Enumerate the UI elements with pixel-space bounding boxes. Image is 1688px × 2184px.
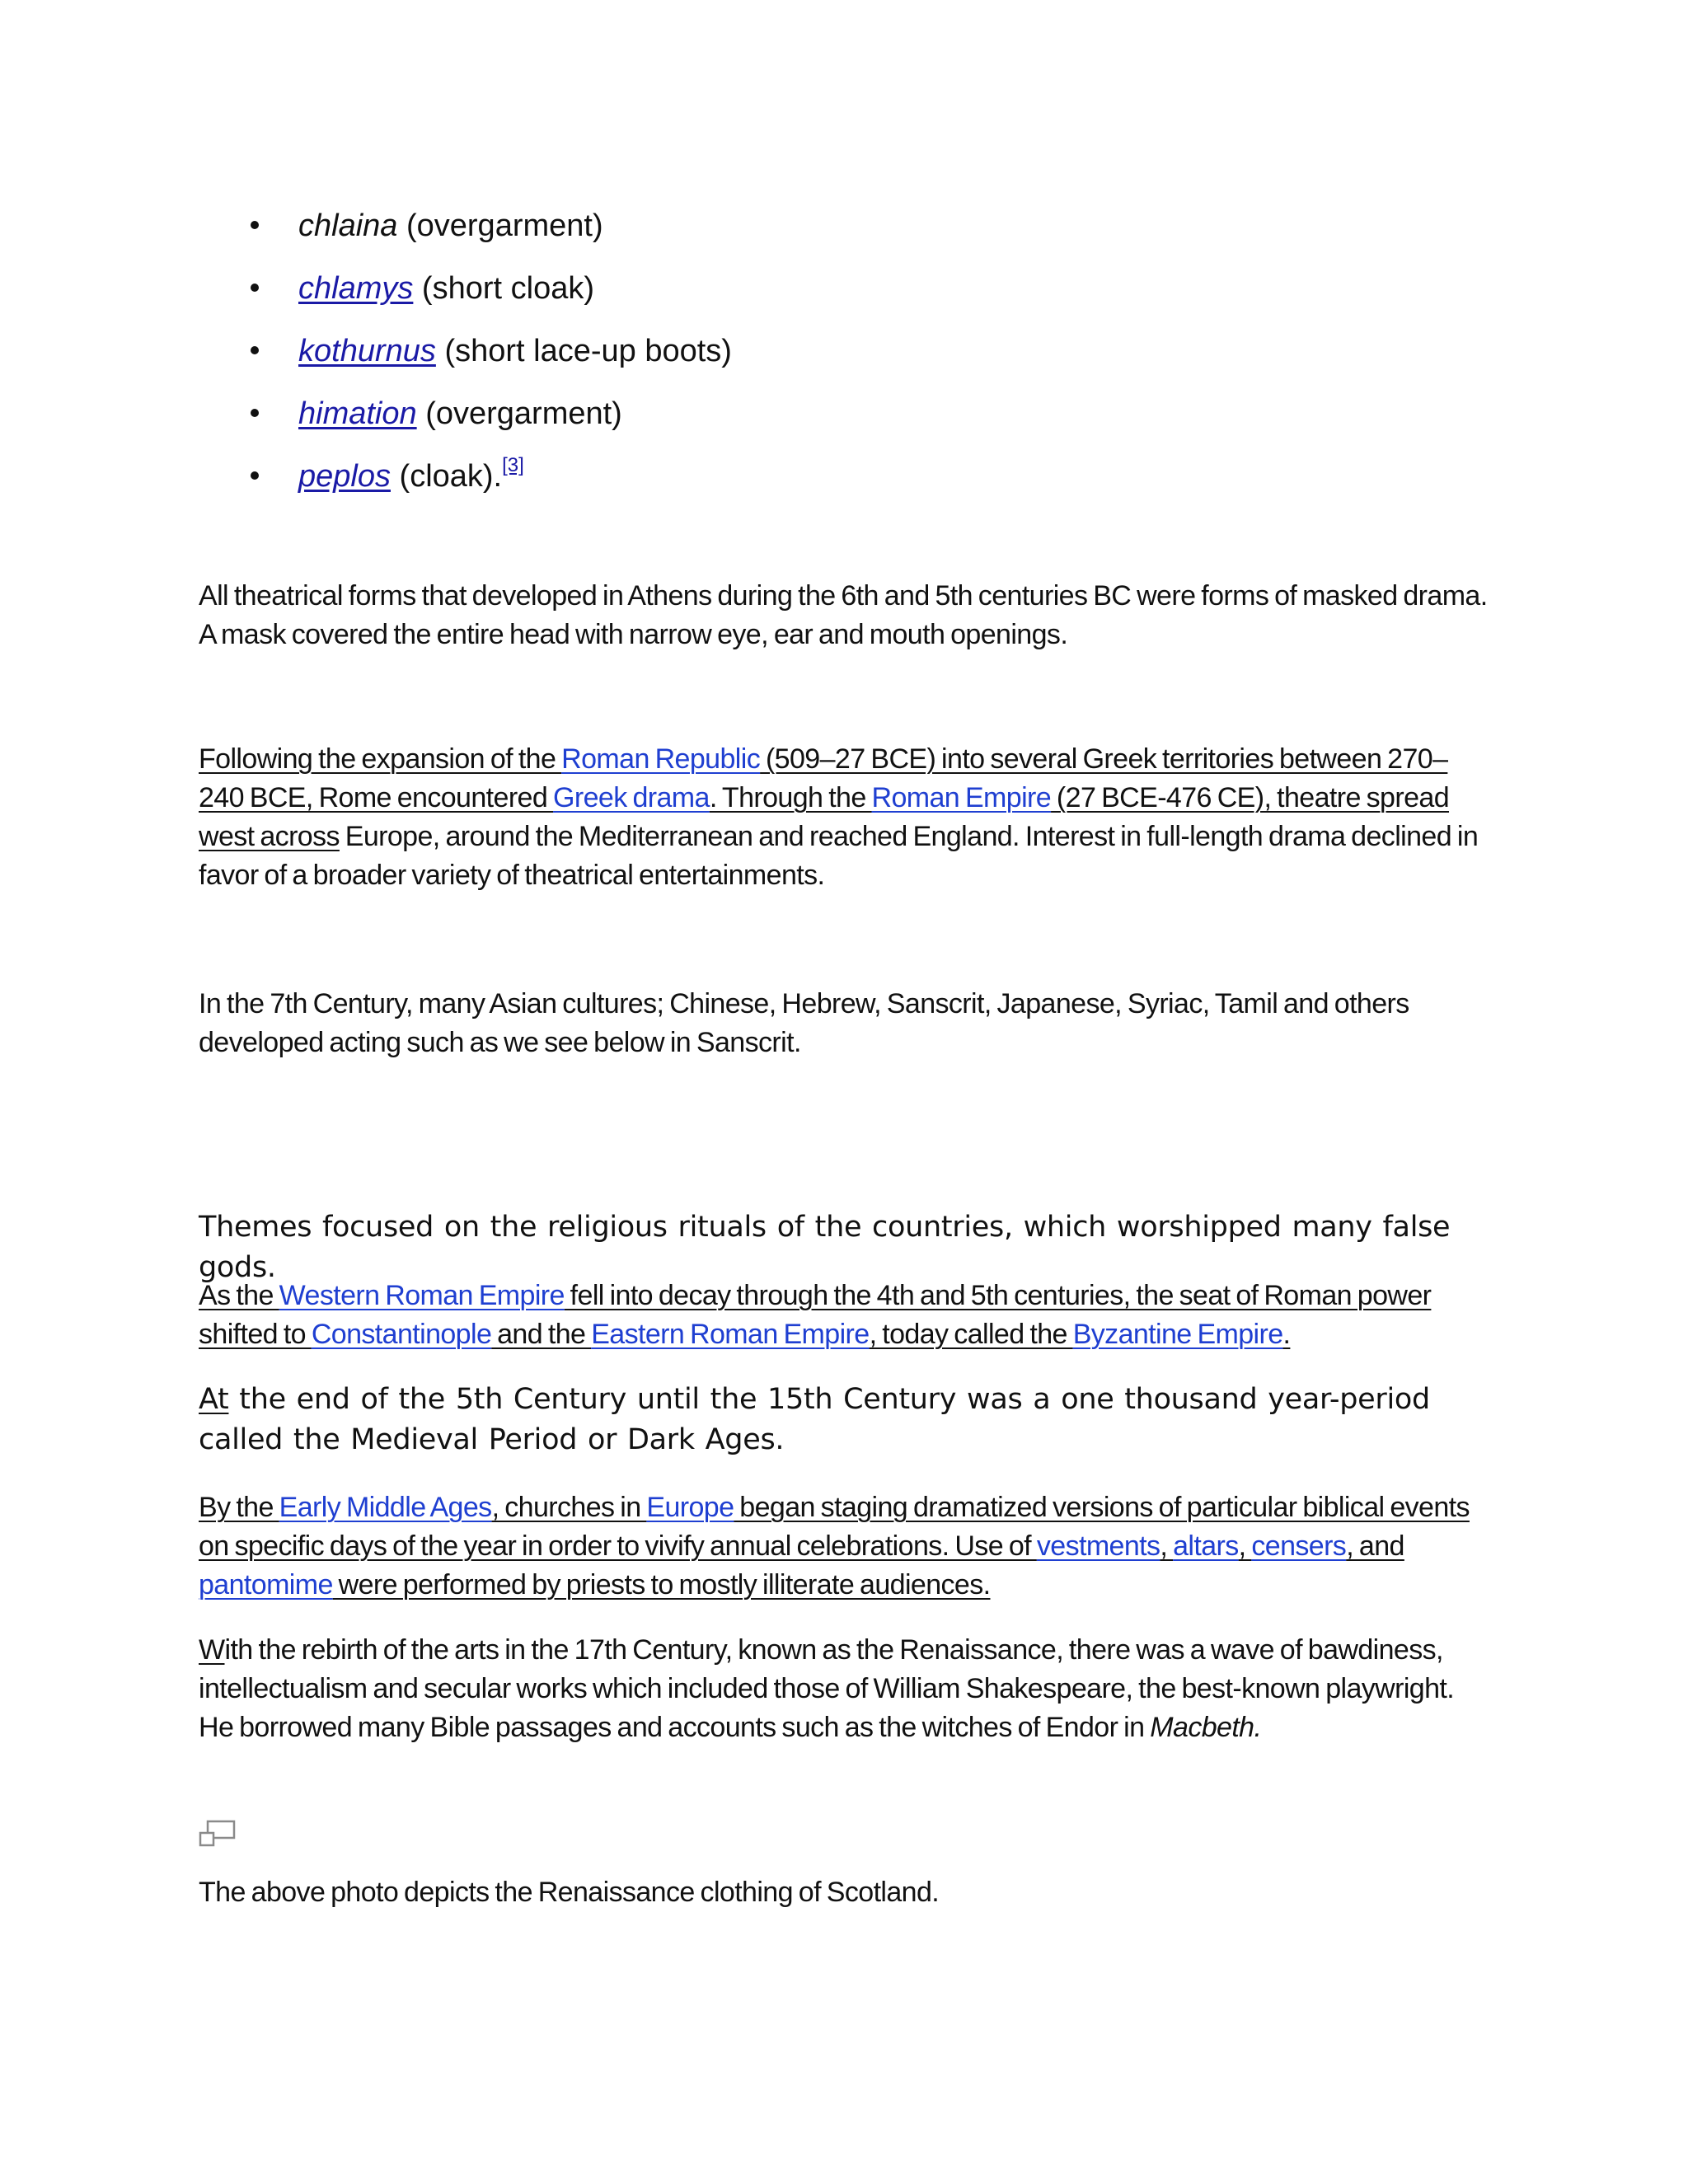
link-byzantine-empire[interactable]: Byzantine Empire [1072, 1319, 1283, 1350]
bullet-icon [251, 471, 259, 480]
paragraph-athens-masks: All theatrical forms that developed in Athens during the 6th and 5th centuries BC were forms of masked drama. A mask covered the entire head with narrow eye, ear and mouth openings. [199, 580, 1488, 650]
bullet-icon [251, 284, 259, 292]
paragraph-early-middle-ages [199, 1488, 1493, 1605]
garment-term-link[interactable]: chlamys [298, 271, 414, 306]
garment-term-link[interactable]: peplos [298, 459, 391, 494]
macbeth-title: Macbeth. [1150, 1712, 1262, 1743]
list-item [239, 445, 732, 508]
paragraph-text: At [199, 1383, 229, 1416]
link-early-middle-ages[interactable]: Early Middle Ages [279, 1492, 492, 1523]
paragraph-text: W [199, 1634, 225, 1666]
garment-description: (short lace-up boots) [435, 334, 732, 368]
link-greek-drama[interactable]: Greek drama [553, 782, 710, 813]
bullet-icon [251, 409, 259, 417]
bullet-icon [251, 346, 259, 354]
list-item [239, 194, 732, 257]
image-caption: The above photo depicts the Renaissance clothing of Scotland. [199, 1877, 940, 1908]
paragraph-renaissance [199, 1631, 1493, 1747]
paragraph-text: , and [1346, 1530, 1404, 1562]
paragraph-text: the end of the 5th Century until the 15th Century was a one thousand year-period called the Medieval Period or Dark Ages. [199, 1383, 1430, 1456]
link-vestments[interactable]: vestments [1036, 1530, 1160, 1562]
link-altars[interactable]: altars [1173, 1530, 1239, 1562]
paragraph-text: fell into decay through the 4th and 5th centuries, the seat of Roman power shifted to [199, 1280, 1432, 1350]
bullet-icon [251, 221, 259, 229]
paragraph-text: Europe, around the Mediterranean and reached England. Interest in full-length drama declined in favor of a broader variety of theatrical entertainments. [199, 821, 1479, 891]
paragraph-text: (27 BCE-476 CE), theatre spread west across [199, 782, 1450, 852]
paragraph-text: By the [199, 1492, 279, 1523]
paragraph-text: , [1160, 1530, 1174, 1562]
paragraph-text: and the [491, 1319, 592, 1350]
paragraph-text: ith the rebirth of the arts in the 17th Century, known as the Renaissance, there was a wave of bawdiness, intellectualism and secular works which included those of William Shakespeare, the best-known playwright. He borrowed many Bible passages and accounts such as the witches of Endor in [199, 1634, 1455, 1743]
image-placeholder-icon[interactable] [199, 1820, 237, 1848]
footnote-reference-link[interactable]: [3] [502, 454, 524, 476]
list-item [239, 382, 732, 445]
link-western-roman-empire[interactable]: Western Roman Empire [279, 1280, 565, 1311]
paragraph-text: , churches in [491, 1492, 647, 1523]
paragraph-text: , today called the [869, 1319, 1073, 1350]
list-item [239, 320, 732, 382]
paragraph-western-roman-empire [199, 1277, 1493, 1354]
paragraph-asian-cultures: In the 7th Century, many Asian cultures; Chinese, Hebrew, Sanscrit, Japanese, Syriac, Tamil and others developed acting such as we see below in Sanscrit. [199, 988, 1409, 1058]
paragraph-text: Following the expansion of the [199, 743, 562, 775]
paragraph-text: , [1238, 1530, 1252, 1562]
garment-term: chlaina [298, 209, 398, 243]
link-eastern-roman-empire[interactable]: Eastern Roman Empire [591, 1319, 870, 1350]
paragraph-text: began staging dramatized versions of particular biblical events on specific days of the year in order to vivify annual celebrations. Use of [199, 1492, 1470, 1562]
link-roman-republic[interactable]: Roman Republic [561, 743, 761, 775]
garment-term-link[interactable]: kothurnus [298, 334, 436, 368]
paragraph-text: were performed by priests to mostly illiterate audiences. [332, 1569, 991, 1601]
link-constantinople[interactable]: Constantinople [311, 1319, 492, 1350]
paragraph-text: As the [199, 1280, 279, 1311]
list-item [239, 257, 732, 320]
paragraph-text: . [1282, 1319, 1291, 1350]
link-censers[interactable]: censers [1251, 1530, 1347, 1562]
garment-description: (short cloak) [413, 271, 594, 306]
paragraph-medieval-period [199, 1380, 1493, 1460]
link-europe[interactable]: Europe [646, 1492, 734, 1523]
link-pantomime[interactable]: pantomime [199, 1569, 333, 1601]
garment-description: (cloak). [390, 459, 503, 494]
garment-description: (overgarment) [416, 396, 622, 431]
garment-description: (overgarment) [397, 209, 603, 243]
paragraph-themes: Themes focused on the religious rituals of the countries, which worshipped many false gods. [199, 1211, 1451, 1284]
paragraph-text: . Through the [709, 782, 872, 813]
garment-list [239, 194, 732, 508]
paragraph-text: (509–27 BCE) into several Greek territories between 270–240 BCE, Rome encountered [199, 743, 1448, 813]
garment-term-link[interactable]: himation [298, 396, 417, 431]
paragraph-roman-expansion [199, 740, 1493, 895]
link-roman-empire[interactable]: Roman Empire [871, 782, 1052, 813]
